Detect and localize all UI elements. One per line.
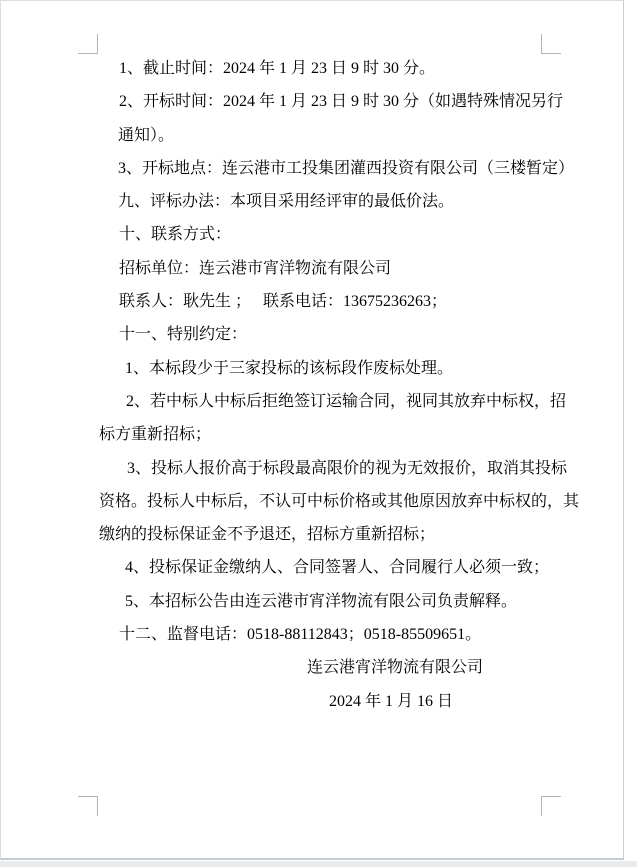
line-contact-person-phone: 联系人：耿先生 ； 联系电话：13675236263； — [119, 293, 448, 311]
line-special-terms-heading: 十一、特别约定： — [119, 326, 248, 344]
line-evaluation-method: 九、评标办法：本项目采用经评审的最低价法。 — [118, 193, 455, 211]
page-bottom-edge — [0, 861, 637, 867]
line-special-term-1: 1、本标段少于三家投标的该标段作废标处理。 — [125, 359, 454, 377]
line-supervision-phone: 十二、监督电话：0518-88112843；0518-85509651。 — [119, 626, 482, 644]
text-boundary-mark-top-left-icon — [78, 34, 98, 54]
signature-company: 连云港宵洋物流有限公司 — [307, 659, 484, 677]
text-boundary-mark-bottom-right-icon — [541, 796, 561, 816]
signature-date: 2024 年 1 月 16 日 — [329, 692, 454, 710]
text-boundary-mark-top-right-icon — [541, 34, 561, 54]
line-deadline-time: 1、截止时间：2024 年 1 月 23 日 9 时 30 分。 — [119, 60, 436, 77]
line-special-term-5: 5、本招标公告由连云港市宵洋物流有限公司负责解释。 — [125, 592, 518, 610]
line-tendering-unit: 招标单位：连云港市宵洋物流有限公司 — [119, 259, 392, 277]
line-special-term-4: 4、投标保证金缴纳人、合同签署人、合同履行人必须一致； — [125, 559, 550, 577]
line-special-term-3-cont2: 缴纳的投标保证金不予退还，招标方重新招标； — [99, 526, 436, 544]
line-contact-heading: 十、联系方式： — [119, 226, 232, 244]
line-bid-opening-time: 2、开标时间：2024 年 1 月 23 日 9 时 30 分（如遇特殊情况另行 — [119, 93, 564, 111]
line-special-term-2: 2、若中标人中标后拒绝签订运输合同，视同其放弃中标权，招 — [126, 392, 567, 410]
document-text — [98, 52, 580, 718]
line-bid-opening-place: 3、开标地点：连云港市工投集团灌西投资有限公司（三楼暂定） — [118, 159, 575, 177]
line-bid-opening-time-cont: 通知）。 — [118, 126, 175, 144]
text-boundary-mark-bottom-left-icon — [78, 796, 98, 816]
line-special-term-3: 3、投标人报价高于标段最高限价的视为无效报价，取消其投标 — [127, 459, 568, 477]
line-special-term-3-cont1: 资格。投标人中标后，不认可中标价格或其他原因放弃中标权的，其 — [99, 492, 580, 510]
line-special-term-2-cont: 标方重新招标； — [99, 426, 212, 444]
